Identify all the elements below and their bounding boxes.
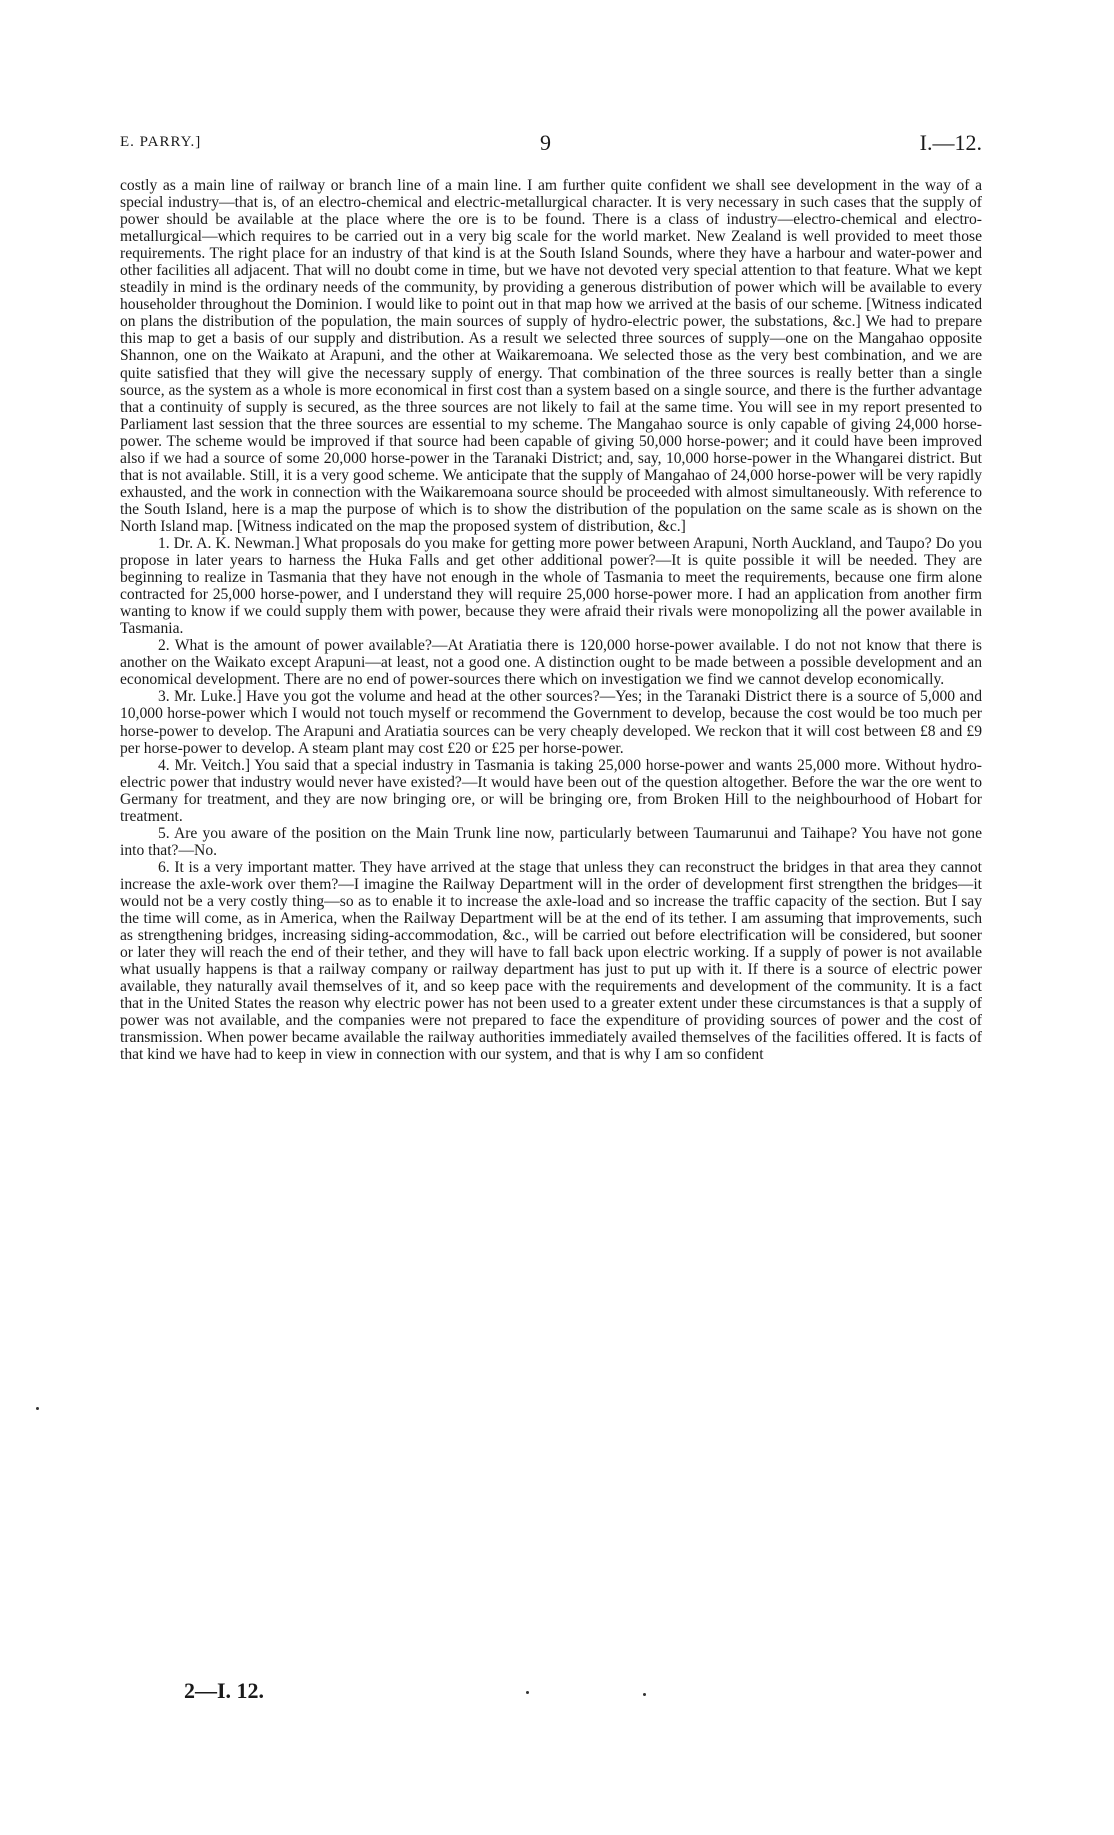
document-reference: I.—12. <box>919 130 982 155</box>
paragraph-question-3: 3. Mr. Luke.] Have you got the volume and head at the other sources?—Yes; in the Taranaki District there is a source of 5,000 and 10,000 horse-power which I would not touch myself or recommend the Government to develop, because the cost would be too much per horse-power to develop. The Arapuni and Aratiatia sources can be very cheaply developed. We reckon that it will cost between £8 and £9 per horse-power to develop. A steam plant may cost £20 or £25 per horse-power. <box>120 688 982 757</box>
paragraph-question-2: 2. What is the amount of power available?—At Aratiatia there is 120,000 horse-power available. I do not not know that there is another on the Waikato except Arapuni—at least, not a good one. A distinction ought to be made between a possible development and an economical development. There are no end of power-sources there which on investigation we find we cannot develop economically. <box>120 637 982 689</box>
page-header <box>120 130 982 160</box>
paragraph-question-5: 5. Are you aware of the position on the Main Trunk line now, particularly between Taumarunui and Taihape? You have not gone into that?—No. <box>120 824 982 859</box>
scan-speck <box>643 1693 646 1696</box>
header-witness-name: E. PARRY.] <box>120 134 202 150</box>
paragraph-question-1: 1. Dr. A. K. Newman.] What proposals do you make for getting more power between Arapuni, North Auckland, and Taupo? Do you propose in later years to harness the Huka Falls and get other additional power?—It is quite possible it will be needed. They are beginning to realize in Tasmania that they have not enough in the whole of Tasmania to meet the requirements, because one firm alone contracted for 25,000 horse-power, and I understand they will require 25,000 horse-power more. I had an application from another firm wanting to know if we could supply them with power, because they were afraid their rivals were monopolizing all the power available in Tasmania. <box>120 534 982 638</box>
body-text <box>120 177 982 1063</box>
scan-speck <box>36 1407 39 1410</box>
page-number: 9 <box>540 130 551 155</box>
paragraph-continuation: costly as a main line of railway or branch line of a main line. I am further quite confident we shall see development in the way of a special industry—that is, of an electro-chemical and electric-metallurgical character. It is very necessary in such cases that the supply of power should be available at the place where the ore is to be found. There is a class of industry—electro-chemical and electro-metallurgical—which requires to be carried out in a very big scale for the world market. New Zealand is well provided to meet those requirements. The right place for an industry of that kind is at the South Island Sounds, where they have a harbour and water-power and other facilities all adjacent. That will no doubt come in time, but we have not devoted very special attention to that feature. What we kept steadily in mind is the ordinary needs of the community, by providing a generous distribution of power which will be available to every householder throughout the Dominion. I would like to point out in that map how we arrived at the basis of our scheme. [Witness indicated on plans the distribution of the population, the main sources of supply of hydro-electric power, the substations, &c.] We had to prepare this map to get a basis of our supply and distribution. As a result we selected three sources of supply—one on the Mangahao opposite Shannon, one on the Waikato at Arapuni, and the other at Waikaremoana. We selected those as the very best combination, and we are quite satisfied that they will give the necessary supply of energy. That combination of the three sources is really better than a single source, as the system as a whole is more economical in first cost than a system based on a single source, and there is the further advantage that a continuity of supply is secured, as the three sources are not likely to fail at the same time. You will see in my report presented to Parliament last session that the three sources are essential to my scheme. The Mangahao source is only capable of giving 24,000 horse-power. The scheme would be improved if that source had been capable of giving 50,000 horse-power; and it could have been improved also if we had a source of some 20,000 horse-power in the Taranaki District; and, say, 10,000 horse-power in the Whangarei district. But that is not available. Still, it is a very good scheme. We anticipate that the supply of Mangahao of 24,000 horse-power will be very rapidly exhausted, and the work in connection with the Waikaremoana source should be proceeded with almost simultaneously. With reference to the South Island, here is a map the purpose of which is to show the distribution of the population on the same scale as is shown on the North Island map. [Witness indicated on the map the proposed system of distribution, &c.] <box>120 177 982 535</box>
paragraph-question-6: 6. It is a very important matter. They have arrived at the stage that unless they can reconstruct the bridges in that area they cannot increase the axle-work over them?—I imagine the Railway Department will in the order of development first strengthen the bridges—it would not be a very costly thing—so as to enable it to increase the axle-load and so increase the traffic capacity of the section. But I say the time will come, as in America, when the Railway Department will be at the end of its tether. I am assuming that improvements, such as strengthening bridges, increasing siding-accommodation, &c., will be carried out before electrification will be considered, but sooner or later they will reach the end of their tether, and they will have to fall back upon electric working. If a supply of power is not available what usually happens is that a railway company or railway department has just to put up with it. If there is a source of electric power available, they naturally avail themselves of it, and so keep pace with the requirements and development of the community. It is a fact that in the United States the reason why electric power has not been used to a greater extent under these circumstances is that a supply of power was not available, and the companies were not prepared to face the expenditure of providing sources of power and the cost of transmission. When power became available the railway authorities immediately availed themselves of the facilities offered. It is facts of that kind we have had to keep in view in connection with our system, and that is why I am so confident <box>120 858 982 1064</box>
paragraph-question-4: 4. Mr. Veitch.] You said that a special industry in Tasmania is taking 25,000 horse-power and wants 25,000 more. Without hydro-electric power that industry would never have existed?—It would have been out of the question altogether. Before the war the ore went to Germany for treatment, and they are now bringing ore, or will be bringing ore, from Broken Hill to the neighbourhood of Hobart for treatment. <box>120 756 982 825</box>
scan-speck <box>526 1691 529 1694</box>
signature-mark: 2—I. 12. <box>184 1678 265 1703</box>
